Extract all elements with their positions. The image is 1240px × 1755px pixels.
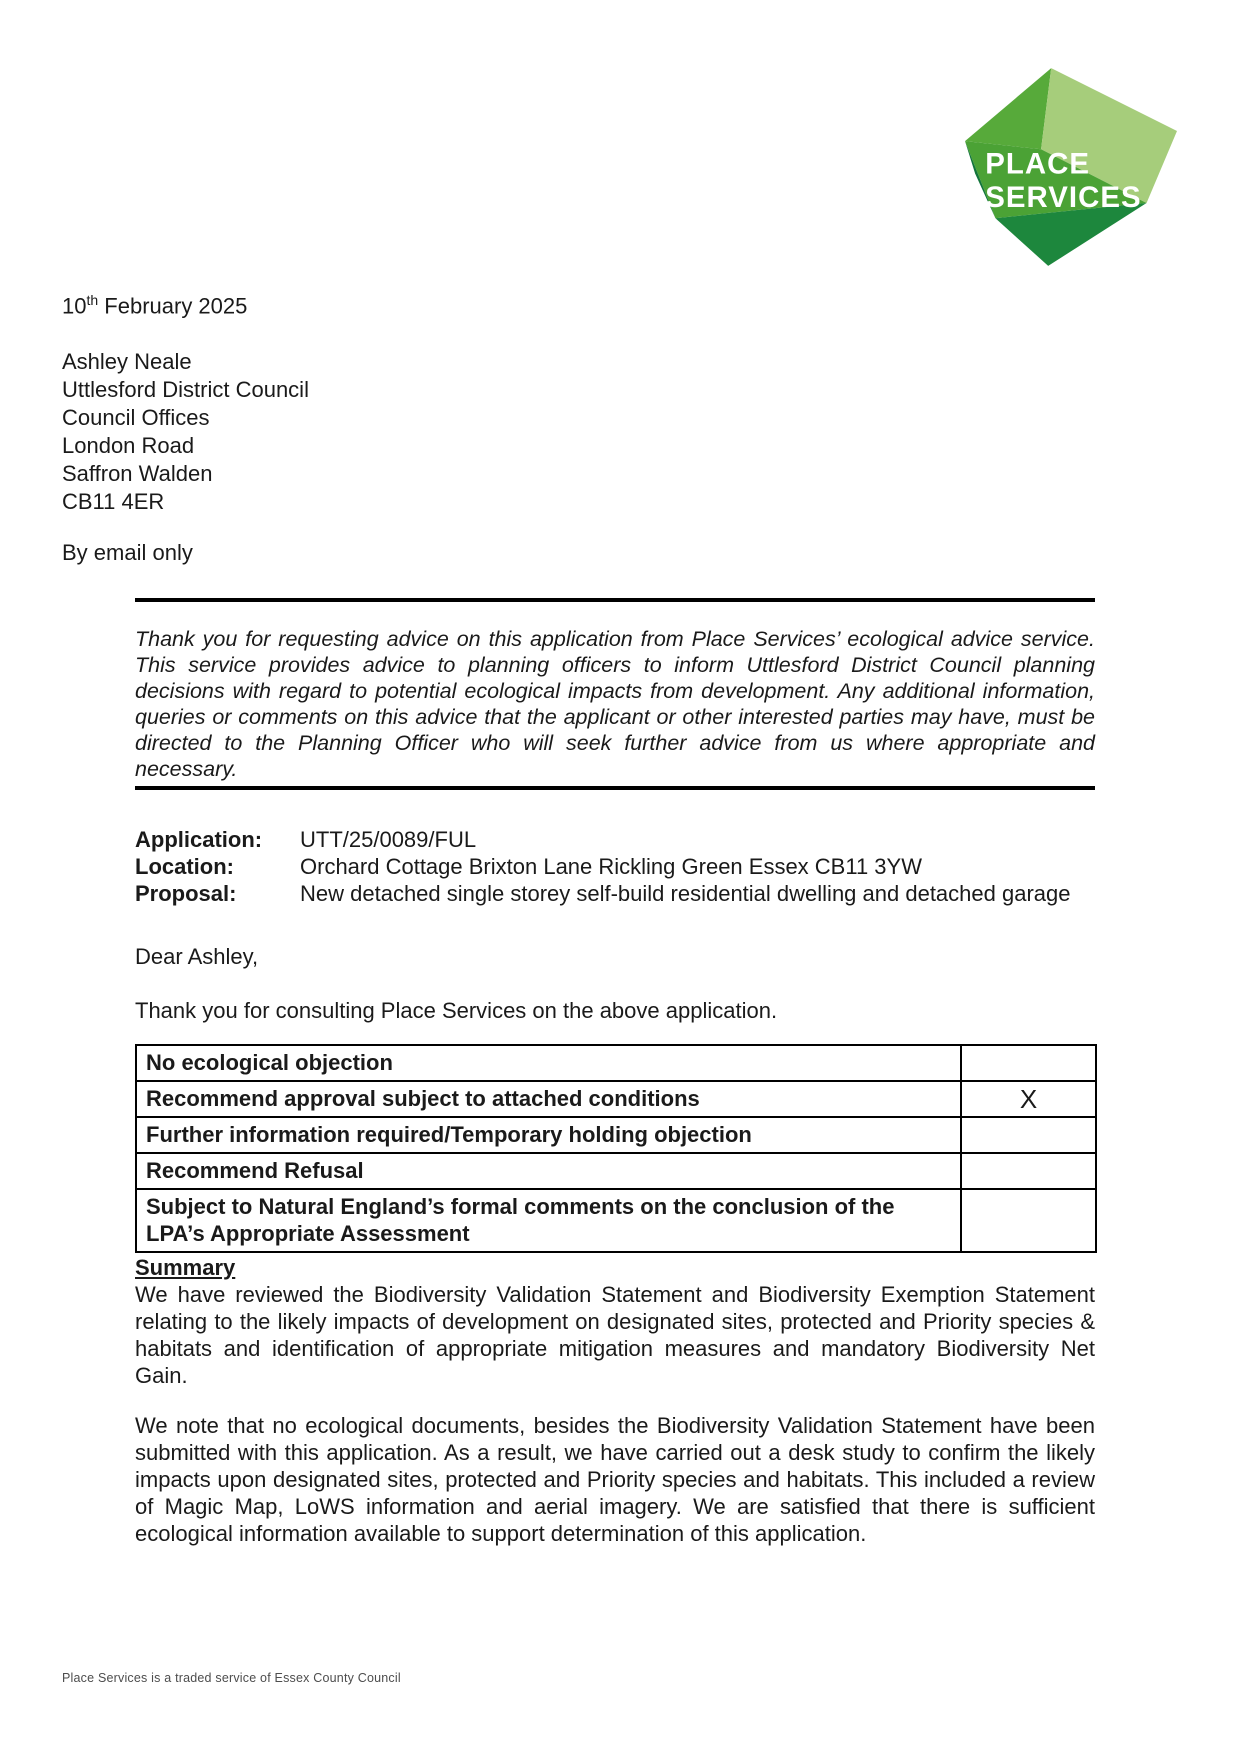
- proposal-row: [135, 880, 1095, 907]
- summary-heading: Summary: [135, 1255, 236, 1280]
- application-row: [135, 826, 1095, 853]
- logo-text-line2: SERVICES: [985, 181, 1142, 215]
- proposal-value: New detached single storey self-build residential dwelling and detached garage: [300, 881, 1071, 906]
- table-row: [136, 1153, 1096, 1189]
- address-line: London Road: [62, 433, 195, 458]
- delivery-method: By email only: [62, 540, 193, 565]
- location-value: Orchard Cottage Brixton Lane Rickling Green Essex CB11 3YW: [300, 854, 922, 879]
- application-details: [135, 826, 1095, 907]
- address-line: Ashley Neale: [62, 349, 192, 374]
- table-row: [136, 1081, 1096, 1117]
- salutation: Dear Ashley,: [135, 944, 259, 969]
- table-row: [136, 1045, 1096, 1081]
- decision-option-label: No ecological objection: [136, 1045, 961, 1081]
- address-line: CB11 4ER: [62, 489, 165, 514]
- logo-text-line1: PLACE: [985, 147, 1091, 181]
- summary-paragraph: We note that no ecological documents, besides the Biodiversity Validation Statement have been submitted with this application. As a result, we have carried out a desk study to confirm the likely impacts upon designated sites, protected and Priority species and habitats. This included a review of Magic Map, LoWS information and aerial imagery. We are satisfied that there is sufficient ecological information available to support determination of this application.: [135, 1413, 1095, 1546]
- application-value: UTT/25/0089/FUL: [300, 827, 477, 852]
- date-ordinal: th: [86, 292, 99, 308]
- application-label: Application:: [135, 827, 263, 852]
- decision-mark-cell: [961, 1117, 1096, 1153]
- decision-table: [135, 1044, 1097, 1253]
- decision-option-label: Recommend approval subject to attached conditions: [136, 1081, 961, 1117]
- consultation-line: Thank you for consulting Place Services on the above application.: [135, 998, 778, 1023]
- proposal-label: Proposal:: [135, 881, 237, 906]
- letter-date: [62, 292, 247, 319]
- decision-option-label: Recommend Refusal: [136, 1153, 961, 1189]
- decision-mark-cell: [961, 1045, 1096, 1081]
- table-row: [136, 1189, 1096, 1252]
- date-day: 10: [62, 293, 87, 319]
- decision-mark-cell: [961, 1153, 1096, 1189]
- table-row: [136, 1117, 1096, 1153]
- recipient-address: [62, 348, 309, 516]
- service-notice: Thank you for requesting advice on this application from Place Services’ ecological advice service. This service provides advice to planning officers to inform Uttlesford District Council planning decisions with regard to potential ecological impacts from development. Any additional information, queries or comments on this advice that the applicant or other interested parties may have, must be directed to the Planning Officer who will seek further advice from us where appropriate and necessary.: [135, 627, 1095, 781]
- date-rest: February 2025: [98, 293, 248, 319]
- decision-option-label: Subject to Natural England’s formal comments on the conclusion of the LPA’s Appropriate Assessment: [136, 1189, 961, 1252]
- location-label: Location:: [135, 854, 234, 879]
- address-line: Uttlesford District Council: [62, 377, 309, 402]
- decision-mark-cell: [961, 1189, 1096, 1252]
- place-services-logo: [965, 68, 1177, 266]
- footer-tagline: Place Services is a traded service of Essex County Council: [62, 1671, 401, 1685]
- decision-mark-cell: X: [961, 1081, 1096, 1117]
- summary-paragraph: We have reviewed the Biodiversity Validation Statement and Biodiversity Exemption Statement relating to the likely impacts of development on designated sites, protected and Priority species & habitats and identification of appropriate mitigation measures and mandatory Biodiversity Net Gain.: [135, 1282, 1095, 1388]
- divider-rule-top: [135, 598, 1095, 602]
- address-line: Council Offices: [62, 405, 210, 430]
- address-line: Saffron Walden: [62, 461, 213, 486]
- location-row: [135, 853, 1095, 880]
- divider-rule-bottom: [135, 786, 1095, 790]
- logo-gem-icon: [965, 68, 1177, 266]
- decision-option-label: Further information required/Temporary holding objection: [136, 1117, 961, 1153]
- summary-section: [135, 1254, 1095, 1547]
